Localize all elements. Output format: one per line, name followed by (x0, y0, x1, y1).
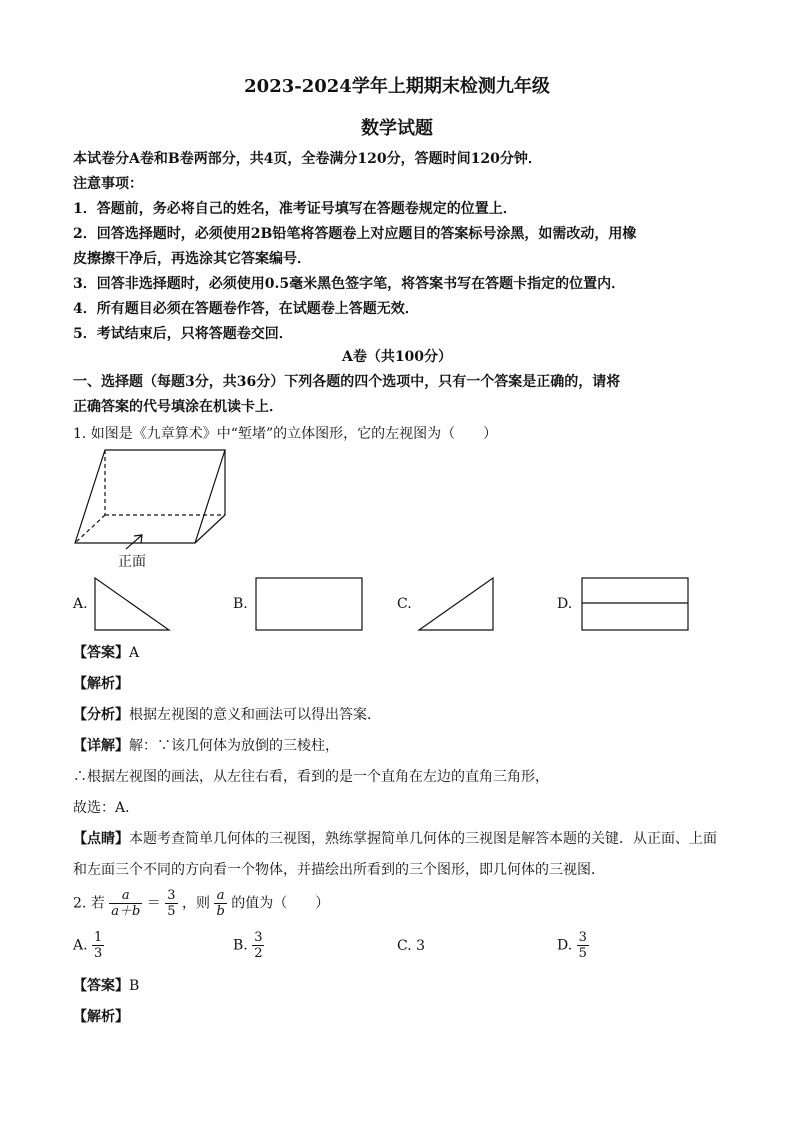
q1-option-c-label: C. (397, 596, 412, 612)
q1-dianjing-2: 和左面三个不同的方向看一个物体，并描绘出所看到的三个图形，即几何体的三视图． (73, 862, 605, 878)
q1-stem: 1. 如图是《九章算术》中“堑堵”的立体图形，它的左视图为（ ） (73, 426, 498, 442)
q2-option-b: B. $\frac{3}{2}$ (233, 930, 263, 961)
prism-top-face (75, 450, 225, 543)
q1-xiangjie-tag: 【详解】 (73, 738, 129, 754)
q1-dianjing-1: 本题考查简单几何体的三视图，熟练掌握简单几何体的三视图是解答本题的关键．从正面、上面 (129, 831, 717, 847)
q2-option-a-fraction: $\frac{1}{3}$ (94, 930, 103, 961)
q2-stem-pre: 2. 若 (73, 895, 105, 912)
q2-fraction-2: $\frac{3}{5}$ (167, 888, 176, 919)
notice-2b: 皮擦擦干净后，再选涂其它答案编号． (73, 251, 311, 267)
notice-2a: 2．回答选择题时，必须使用2B铅笔将答题卷上对应题目的答案标号涂黑，如需改动，用橡 (73, 226, 637, 242)
q1-option-a-figure (94, 577, 174, 633)
part1-heading-a: 一、选择题（每题3分，共36分）下列各题的四个选项中，只有一个答案是正确的，请将 (73, 374, 621, 390)
q1-answer-row (73, 642, 733, 662)
prism-figure (70, 445, 250, 570)
notice-title: 注意事项： (73, 176, 143, 192)
q1-option-d-label: D. (557, 596, 573, 612)
q1-option-b-figure (255, 577, 365, 633)
q2-stem-mid: ，则 (181, 895, 210, 912)
q1-fenxi-row (73, 704, 733, 724)
intro-line: 本试卷分A卷和B卷两部分，共4页，全卷满分120分，答题时间120分钟． (73, 151, 542, 167)
q2-analysis-tag: 【解析】 (73, 1009, 129, 1025)
q1-analysis-tag: 【解析】 (73, 676, 129, 692)
q2-answer-tag: 【答案】 (73, 978, 129, 994)
q2-fraction-3: $\frac{a}{b}$ (216, 888, 225, 919)
q1-fenxi: 根据左视图的意义和画法可以得出答案． (129, 707, 381, 723)
q2-answer: B (129, 978, 140, 994)
q1-option-c-figure (418, 577, 498, 633)
q1-step2: ∴根据左视图的画法，从左往右看，看到的是一个直角在左边的直角三角形， (73, 769, 549, 785)
front-arrow (126, 535, 142, 549)
q1-xiangjie-row (73, 735, 733, 755)
q1-xiangjie: 解：∵该几何体为放倒的三棱柱， (129, 738, 339, 754)
q1-answer: A (129, 645, 140, 661)
q1-dianjing-row (73, 828, 733, 848)
notice-3: 3．回答非选择题时，必须使用0.5毫米黑色签字笔，将答案书写在答题卡指定的位置内． (73, 276, 626, 292)
notice-5: 5．考试结束后，只将答题卷交回． (73, 326, 293, 342)
q2-stem-post: 的值为（ ） (231, 895, 330, 912)
front-label: 正面 (118, 554, 146, 570)
q2-option-d-fraction: $\frac{3}{5}$ (578, 930, 587, 961)
q1-fenxi-tag: 【分析】 (73, 707, 129, 723)
q1-dianjing-tag: 【点睛】 (73, 831, 129, 847)
q1-answer-tag: 【答案】 (73, 645, 129, 661)
section-title: A卷（共100分） (341, 349, 453, 365)
q2-option-a: A. $\frac{1}{3}$ (73, 930, 103, 961)
q2-option-b-fraction: $\frac{3}{2}$ (254, 930, 263, 961)
q2-answer-row (73, 975, 733, 995)
notice-1: 1．答题前，务必将自己的姓名，准考证号填写在答题卷规定的位置上． (73, 201, 517, 217)
q1-option-a-label: A. (73, 596, 88, 612)
q2-equals: ＝ (146, 895, 161, 912)
notice-4: 4．所有题目必须在答题卷作答，在试题卷上答题无效． (73, 301, 419, 317)
q2-fraction-1: $\frac{a}{a+b}$ (111, 888, 141, 919)
q1-step3: 故选：A． (73, 800, 140, 816)
q1-option-b-label: B. (233, 596, 248, 612)
q1-option-d-figure (581, 577, 691, 633)
part1-heading-b: 正确答案的代号填涂在机读卡上． (73, 399, 283, 415)
q2-stem (73, 888, 733, 919)
subject-title: 数学试题 (361, 118, 433, 139)
exam-title: 2023-2024学年上期期末检测九年级 (244, 76, 550, 97)
q2-option-c: C. 3 (397, 938, 426, 954)
q2-option-d: D. $\frac{3}{5}$ (557, 930, 587, 961)
